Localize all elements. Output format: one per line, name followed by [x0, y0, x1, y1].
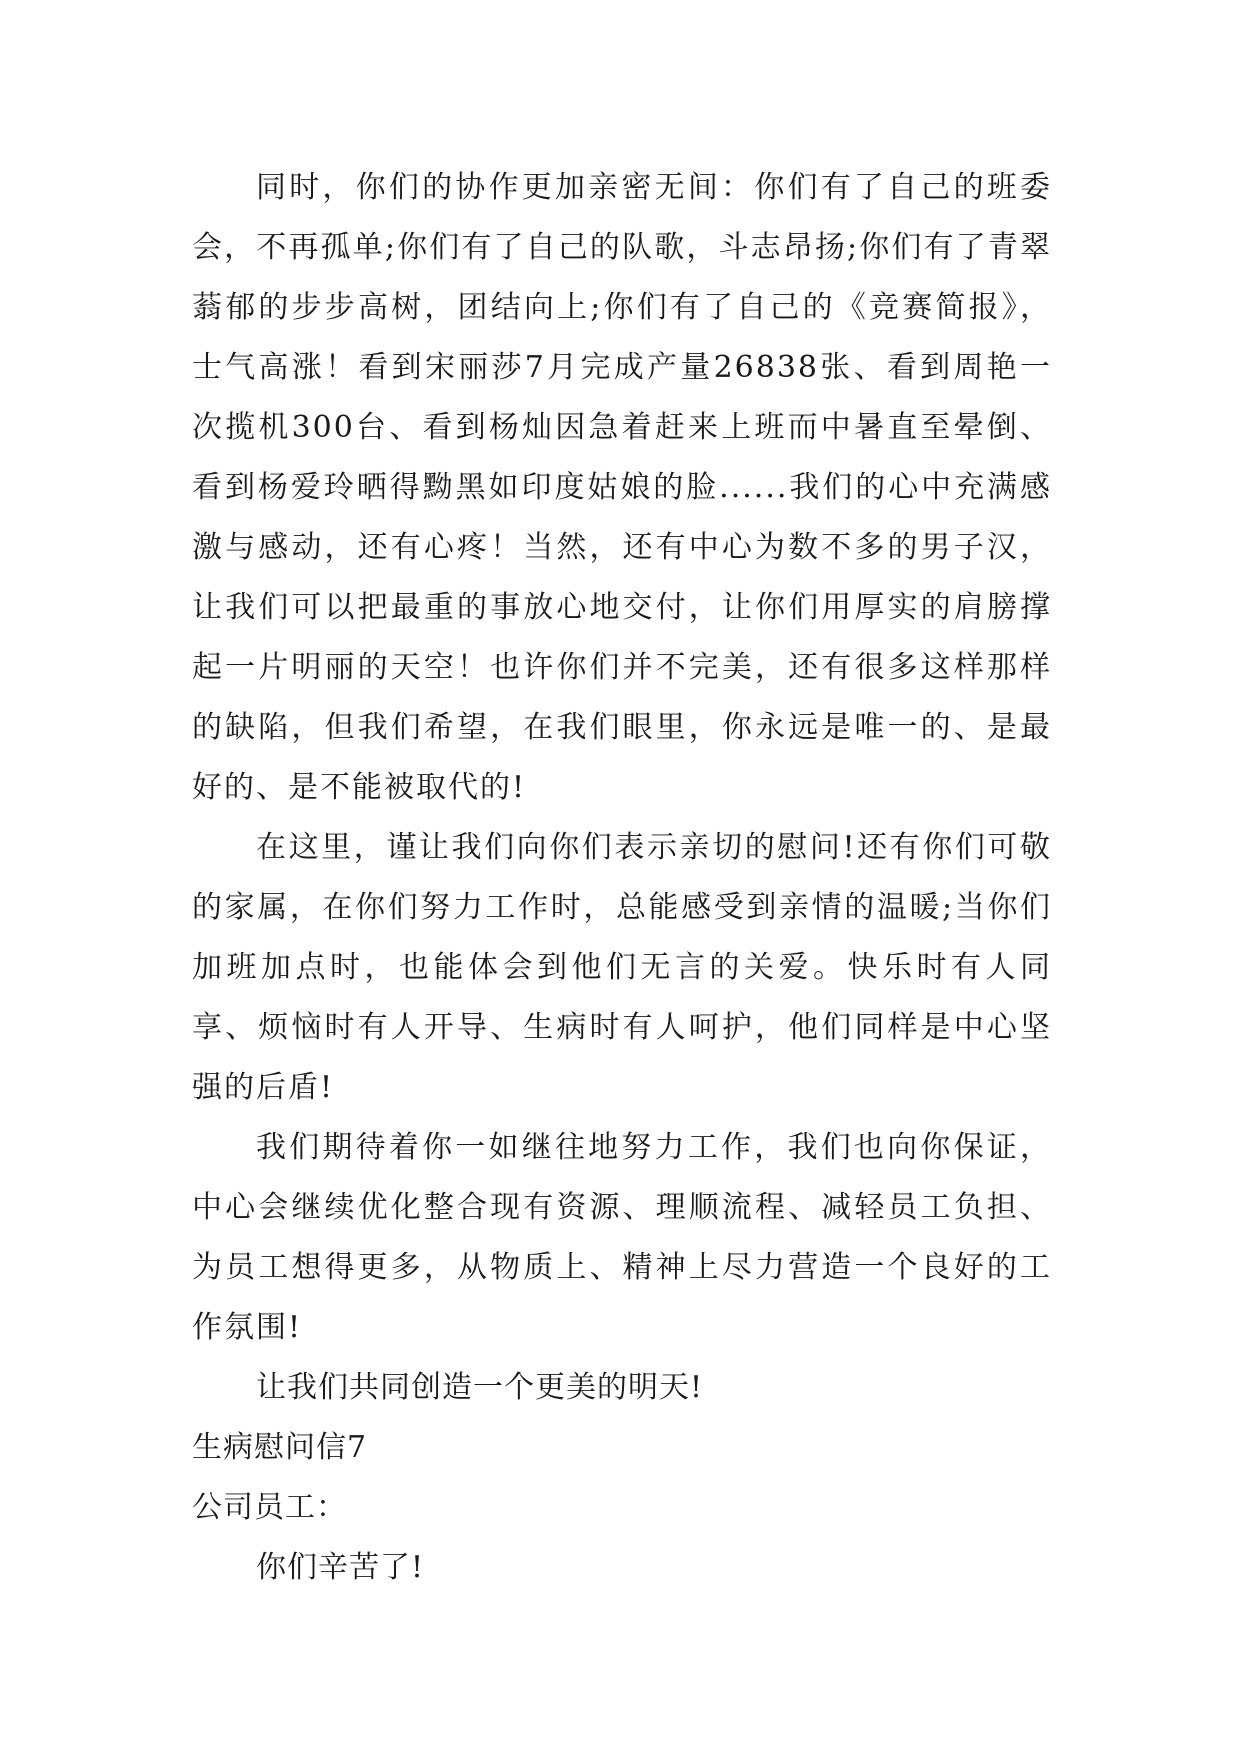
- salutation: 公司员工：: [192, 1490, 347, 1525]
- paragraph-collaboration: 同时，你们的协作更加亲密无间：你们有了自己的班委会，不再孤单;你们有了自己的队歌，斗志昂扬;你们有了青翠蓊郁的步步高树，团结向上;你们有了自己的《竞赛简报》，士气高涨！看到宋丽莎7月完成产量26838张、看到周艳一次揽机300台、看到杨灿因急着赶来上班而中暑直至晕倒、看到杨爱玲晒得黝黑如印度姑娘的脸......我们的心中充满感激与感动，还有心疼！当然，还有中心为数不多的男子汉，让我们可以把最重的事放心地交付，让你们用厚实的肩膀撑起一片明丽的天空！也许你们并不完美，还有很多这样那样的缺陷，但我们希望，在我们眼里，你永远是唯一的、是最好的、是不能被取代的!: [192, 170, 1052, 805]
- document-body: [192, 158, 1052, 1598]
- paragraph-commitment: 我们期待着你一如继往地努力工作，我们也向你保证，中心会继续优化整合现有资源、理顺流程、减轻员工负担、为员工想得更多，从物质上、精神上尽力营造一个良好的工作氛围!: [192, 1130, 1052, 1345]
- greeting: 你们辛苦了!: [256, 1550, 425, 1585]
- paragraph-closing: 让我们共同创造一个更美的明天!: [256, 1370, 704, 1405]
- paragraph-condolence: 在这里，谨让我们向你们表示亲切的慰问!还有你们可敬的家属，在你们努力工作时，总能感受到亲情的温暖;当你们加班加点时，也能体会到他们无言的关爱。快乐时有人同享、烦恼时有人开导、生病时有人呵护，他们同样是中心坚强的后盾!: [192, 830, 1052, 1105]
- section-title: 生病慰问信7: [192, 1430, 368, 1465]
